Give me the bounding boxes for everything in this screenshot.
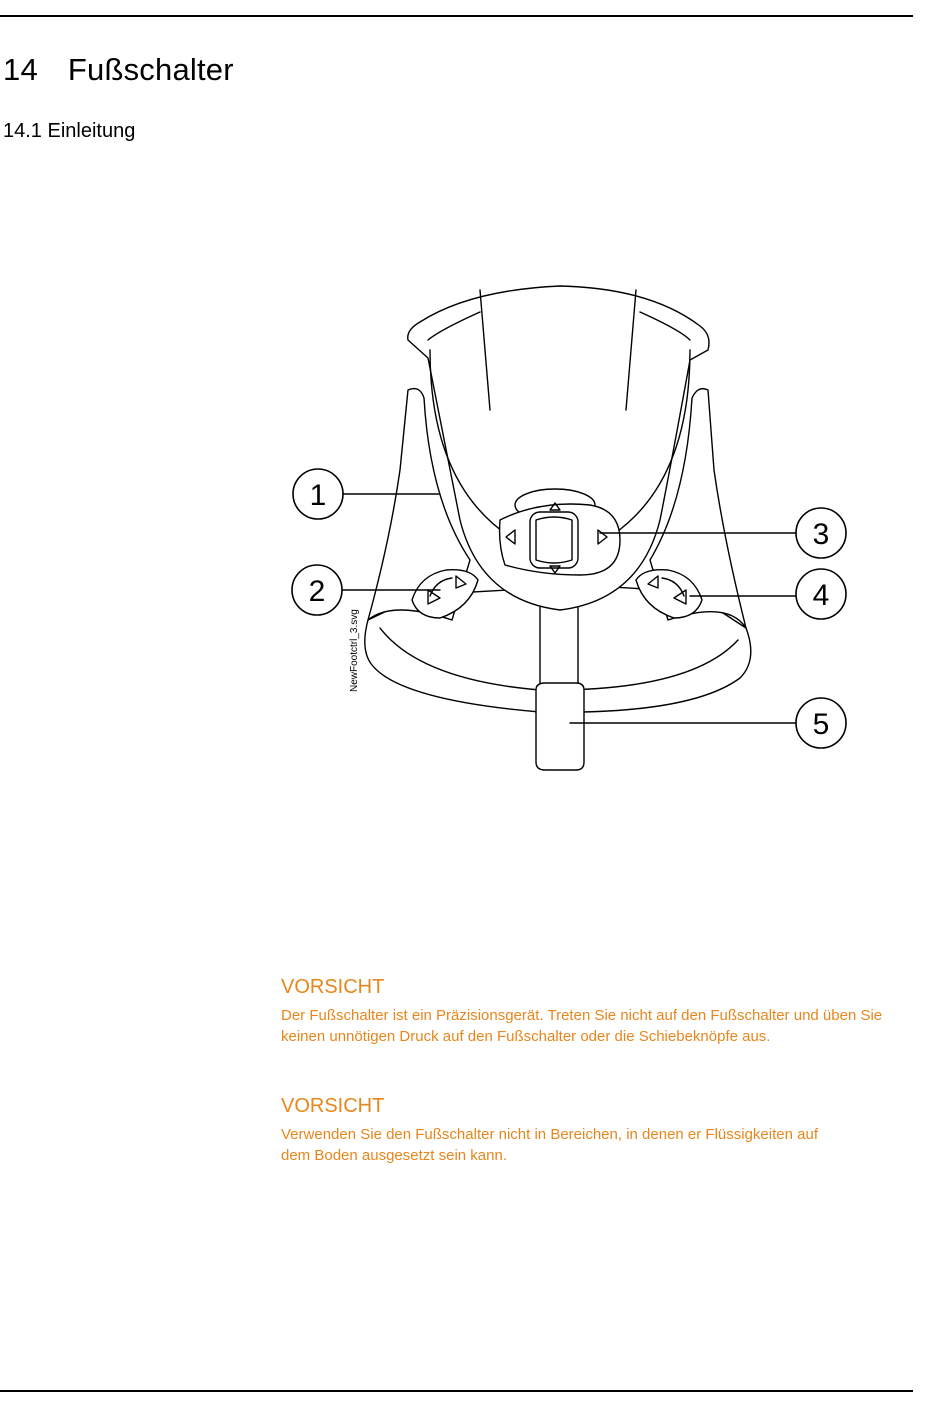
foot-switch-illustration <box>280 270 860 790</box>
caution-text: Der Fußschalter ist ein Präzisionsgerät. Treten Sie nicht auf den Fußschalter und üben Sie keinen unnötigen Druck auf den Fußschalter oder die Schiebeknöpfe aus. <box>281 1007 883 1045</box>
chapter-number: 14 <box>3 52 38 87</box>
callout-label-5: 5 <box>812 708 830 741</box>
top-rule <box>0 15 913 17</box>
callout-label-2: 2 <box>308 575 326 608</box>
callout-label-3: 3 <box>812 518 830 551</box>
caution-notice-1 <box>281 976 921 1047</box>
callout-label-4: 4 <box>812 579 830 612</box>
chapter-heading <box>3 52 234 88</box>
caution-title: VORSICHT <box>281 1095 385 1117</box>
chapter-title: Fußschalter <box>67 52 234 87</box>
caution-text: Verwenden Sie den Fußschalter nicht in Bereichen, in denen er Flüssigkeiten auf dem Boden ausgesetzt sein kann. <box>281 1126 818 1164</box>
bottom-rule <box>0 1390 913 1392</box>
caution-notice-2 <box>281 1095 921 1166</box>
heel-tip <box>536 683 584 770</box>
joystick-knob <box>530 512 578 568</box>
callout-label-1: 1 <box>309 479 327 512</box>
caution-title: VORSICHT <box>281 976 385 998</box>
section-heading: 14.1 Einleitung <box>3 120 136 142</box>
figure-file-id: NewFootctrl_3.svg <box>349 609 360 692</box>
